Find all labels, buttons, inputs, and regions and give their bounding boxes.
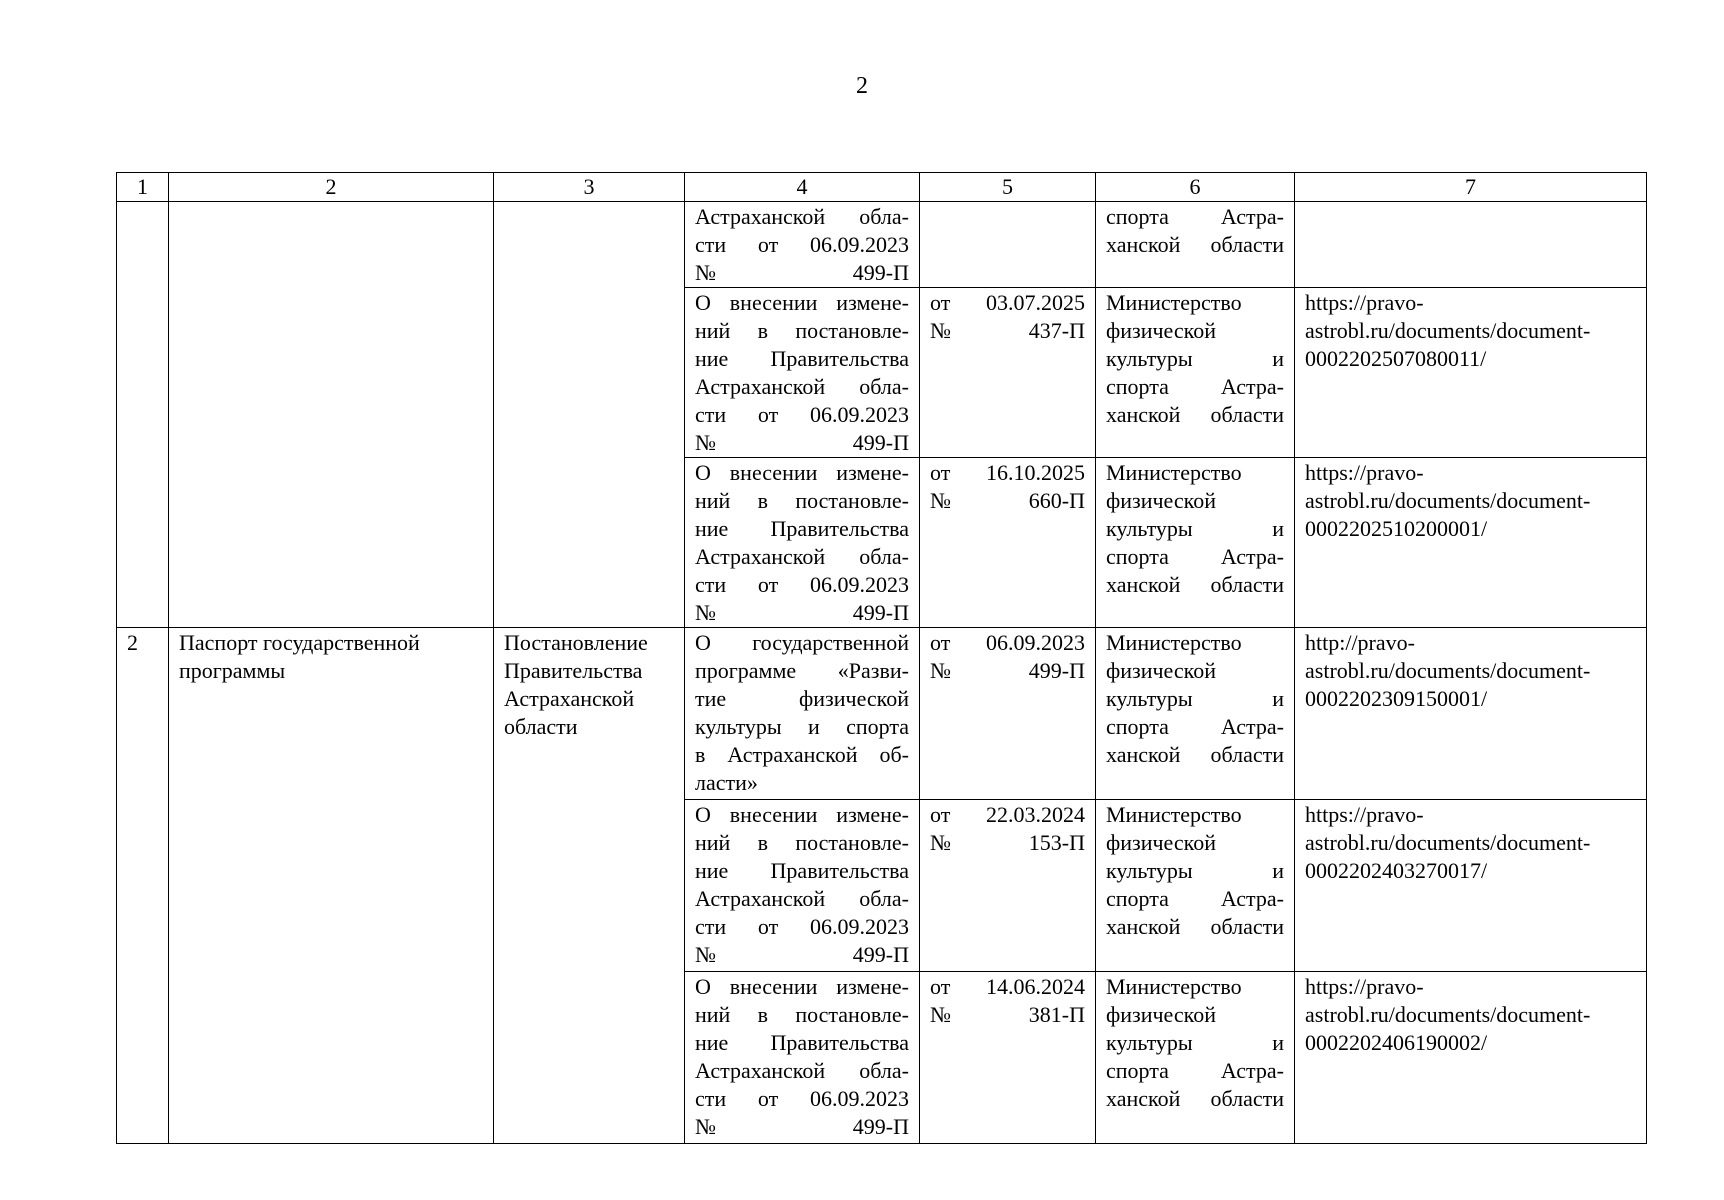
- responsible-cell: [1096, 288, 1295, 458]
- row-number: 2: [127, 630, 138, 655]
- document-title: О внесении измене- ний в постановле- ние Правительства Астраханской обла- сти от 06.09.2023 № 499-П: [695, 974, 909, 1139]
- group1-col1-cell: [117, 202, 169, 628]
- link-cell: [1295, 972, 1647, 1144]
- page-number: 2: [856, 73, 868, 99]
- header-col-3: 3: [494, 173, 685, 202]
- document-title: О внесении измене- ний в постановле- ние Правительства Астраханской обла- сти от 06.09.2023 № 499-П: [695, 460, 909, 625]
- header-row: [117, 173, 1647, 202]
- document-title-cell: [685, 972, 920, 1144]
- document-date-cell: [920, 458, 1096, 628]
- responsible-cell: [1096, 628, 1295, 800]
- document-date-cell: [920, 800, 1096, 972]
- document-title-cell: [685, 288, 920, 458]
- document-date: от 06.09.2023 № 499-П: [930, 630, 1085, 683]
- link-cell: [1295, 288, 1647, 458]
- table-row: [117, 202, 1647, 288]
- link-cell: [1295, 458, 1647, 628]
- document-title-cell: [685, 202, 920, 288]
- document-title-cell: [685, 800, 920, 972]
- responsible-cell: [1096, 202, 1295, 288]
- document-link[interactable]: https://pravo- astrobl.ru/documents/document- 0002202406190002/: [1305, 974, 1591, 1055]
- document-date-cell: [920, 628, 1096, 800]
- link-cell: [1295, 202, 1647, 288]
- document-link[interactable]: https://pravo- astrobl.ru/documents/document- 0002202403270017/: [1305, 802, 1591, 883]
- group1-col3-cell: [494, 202, 685, 628]
- document-type: Постановление Правительства Астраханской области: [504, 630, 648, 739]
- link-cell: [1295, 800, 1647, 972]
- document-date-cell: [920, 972, 1096, 1144]
- document-date-cell: [920, 202, 1096, 288]
- responsible-org: Министерство физической культуры и спорта Астра- ханской области: [1106, 290, 1284, 427]
- document-date: от 03.07.2025 № 437-П: [930, 290, 1085, 343]
- document-link[interactable]: https://pravo- astrobl.ru/documents/document- 0002202510200001/: [1305, 460, 1591, 541]
- document-title: О внесении измене- ний в постановле- ние Правительства Астраханской обла- сти от 06.09.2023 № 499-П: [695, 290, 909, 455]
- header-col-4: 4: [685, 173, 920, 202]
- responsible-org: Министерство физической культуры и спорта Астра- ханской области: [1106, 802, 1284, 939]
- table-row: [117, 628, 1647, 800]
- document-title: О государственной программе «Разви- тие физической культуры и спорта в Астраханской об- ласти»: [695, 630, 909, 795]
- header-col-5: 5: [920, 173, 1096, 202]
- document-type-cell: [494, 628, 685, 1144]
- document-date: от 14.06.2024 № 381-П: [930, 974, 1085, 1027]
- group1-col2-cell: [169, 202, 494, 628]
- header-col-1: 1: [117, 173, 169, 202]
- responsible-org: спорта Астра- ханской области: [1106, 204, 1284, 257]
- program-name-cell: [169, 628, 494, 1144]
- document-title: Астраханской обла- сти от 06.09.2023 № 499-П: [695, 204, 909, 285]
- document-date-cell: [920, 288, 1096, 458]
- responsible-org: Министерство физической культуры и спорта Астра- ханской области: [1106, 974, 1284, 1111]
- link-cell: [1295, 628, 1647, 800]
- responsible-cell: [1096, 800, 1295, 972]
- responsible-org: Министерство физической культуры и спорта Астра- ханской области: [1106, 630, 1284, 767]
- document-title-cell: [685, 458, 920, 628]
- header-col-6: 6: [1096, 173, 1295, 202]
- document-date: от 22.03.2024 № 153-П: [930, 802, 1085, 855]
- document-date: от 16.10.2025 № 660-П: [930, 460, 1085, 513]
- responsible-cell: [1096, 458, 1295, 628]
- document-link[interactable]: https://pravo- astrobl.ru/documents/document- 0002202507080011/: [1305, 290, 1591, 371]
- document-link[interactable]: http://pravo- astrobl.ru/documents/document- 0002202309150001/: [1305, 630, 1591, 711]
- document-title: О внесении измене- ний в постановле- ние Правительства Астраханской обла- сти от 06.09.2023 № 499-П: [695, 802, 909, 967]
- row-number-cell: [117, 628, 169, 1144]
- responsible-cell: [1096, 972, 1295, 1144]
- header-col-7: 7: [1295, 173, 1647, 202]
- responsible-org: Министерство физической культуры и спорта Астра- ханской области: [1106, 460, 1284, 597]
- program-name: Паспорт государственной программы: [179, 630, 420, 683]
- header-col-2: 2: [169, 173, 494, 202]
- document-title-cell: [685, 628, 920, 800]
- documents-table: [116, 172, 1647, 1144]
